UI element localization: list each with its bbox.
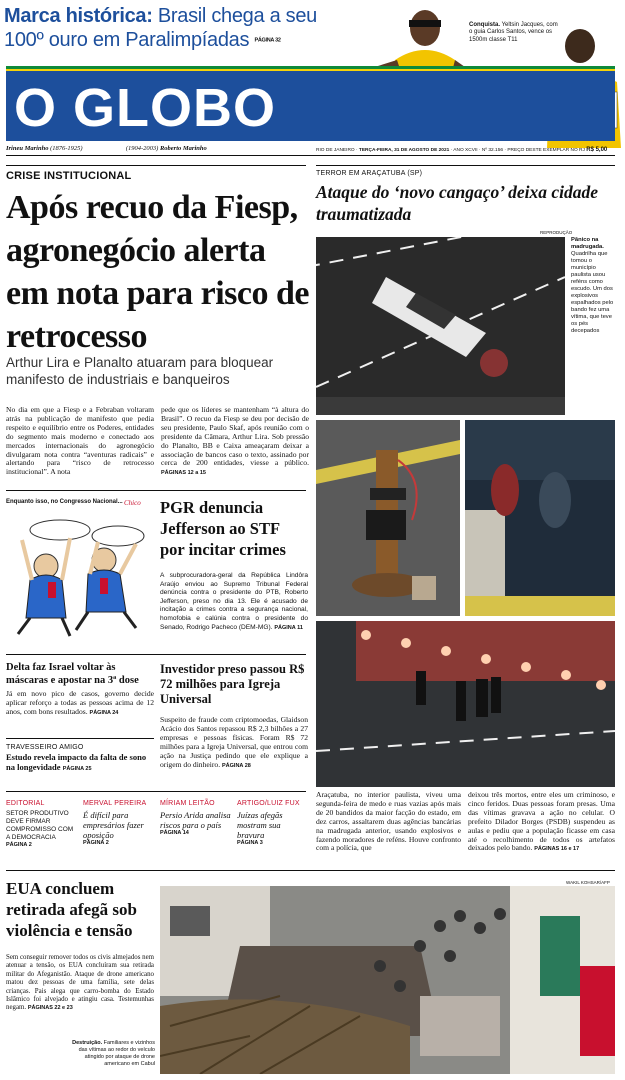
- cartoon-image[interactable]: [8, 508, 150, 640]
- teaser-headline: Brasil chega a seu 100º ouro em Paralimpíadas: [4, 5, 318, 51]
- lead-bottom-rule: [6, 490, 306, 491]
- masthead-logo[interactable]: O GLOBO: [14, 78, 276, 138]
- travesseiro-headline-text: Estudo revela impacto da falta de sono na longevidade: [6, 752, 147, 772]
- opinion-column-fux[interactable]: [237, 800, 309, 846]
- lead-page-ref: PÁGINAS 12 a 15: [161, 470, 206, 477]
- pgr-headline[interactable]: PGR denuncia Jefferson ao STF por incitar crimes: [160, 498, 286, 559]
- afghan-caption-text: Familiares e vizinhos das vítimas ao redor do veículo atingido por ataque de drone americano em Cabul: [78, 1040, 155, 1067]
- terror-top-rule: [316, 165, 615, 166]
- editorial-page-ref: PÁGINA 2: [6, 842, 32, 848]
- teaser-side-text: Yeltsin Jacques, com o guia Carlos Santos, vence os 1500m classe T11: [469, 22, 558, 43]
- delta-headline[interactable]: Delta faz Israel voltar às máscaras e apostar na 3ª dose: [6, 662, 139, 686]
- teaser-side-title: Conquista.: [469, 22, 500, 28]
- teaser-side-caption: [469, 22, 559, 44]
- lead-body-col2: [161, 406, 309, 478]
- pgr-bottom-rule: [6, 654, 306, 655]
- founder-left-years: (1876-1925): [50, 145, 83, 152]
- terror-body-col1: Araçatuba, no interior paulista, viveu uma segunda-feira de medo e ruas vazias após mais de 20 bandidos da maior facção do estado, em dez carros, assaltarem duas agências bancárias na madrugada anterior, usando explosivos e fazendo moradores de reféns. Houve confronto com a polícia, que: [316, 790, 461, 853]
- fux-page-ref: PÁGINA 3: [237, 840, 263, 846]
- fux-kicker: ARTIGO/LUIZ FUX: [237, 800, 300, 807]
- terror-photo-explosive[interactable]: [316, 420, 460, 616]
- investidor-body: [160, 716, 308, 770]
- merval-page-ref: PÁGINA 2: [83, 840, 109, 846]
- opinion-column-merval[interactable]: [83, 800, 155, 846]
- terror-photo-caption: [571, 237, 615, 335]
- teaser-headline-bold: Marca histórica:: [4, 5, 153, 27]
- afghan-body-text: Sem conseguir remover todos os civis almejados nem atenuar a tensão, os EUA concluíram sua retirada militar do Afeganistão. Ataque de drone americano matou dez pessoas de uma família, sete delas crianças. Pais alega que carro-bomba do Estado Islâmico foi alvejado e atingiu casa. Testemunhas negam.: [6, 954, 154, 1012]
- fux-text: Juízas afegãs mostram sua bravura: [237, 810, 283, 840]
- travesseiro-headline[interactable]: [6, 752, 154, 774]
- dateline-number: Nº 32.156: [481, 148, 504, 153]
- terror-photo-credit: REPRODUÇÃO: [540, 230, 573, 235]
- lead-deck: Arthur Lira e Planalto atuaram para bloquear manifesto de industriais e banqueiros: [6, 355, 274, 387]
- travesseiro-kicker: TRAVESSEIRO AMIGO: [6, 744, 84, 751]
- lead-kicker-rule: [6, 165, 306, 166]
- cartoon-signature: Chico: [124, 499, 141, 507]
- terror-page-ref: PÁGINAS 16 e 17: [534, 846, 580, 853]
- miriam-page-ref: PÁGINA 14: [160, 830, 189, 836]
- lead-body-col2-text: pede que os líderes se mantenham “à altura do Brasil”. O recuo da Fiesp se deu por decisão de seu presidente, Paulo Skaf, após reunião com o presidente da Câmara, Arthur Lira. Sob pressão do Planalto, BB e Caixa ameaçaram deixar a associação de bancos caso o texto, assinado por cerca de 200 entidades, viesse a público.: [161, 405, 309, 468]
- editorial-text: SETOR PRODUTIVO DEVE FIRMAR COMPROMISSO COM A DEMOCRACIA: [6, 810, 74, 841]
- afghan-caption-title: Destruição.: [72, 1040, 103, 1046]
- terror-caption-text: Quadrilha que tomou o município paulista usou reféns como escudo. Um dos explosivos espalhados pelo bando fez uma vítima, que teve os pés decepados: [571, 251, 614, 334]
- afghan-photo[interactable]: [160, 886, 615, 1074]
- travesseiro-page-ref: PÁGINA 25: [62, 766, 92, 772]
- founder-right: Roberto Marinho: [159, 145, 207, 152]
- top-teaser[interactable]: [4, 4, 359, 64]
- delta-page-ref: PÁGINA 24: [89, 709, 119, 716]
- afghan-headline[interactable]: EUA concluem retirada afegã sob violência e tensão: [6, 879, 137, 940]
- dateline-date: TERÇA-FEIRA, 31 DE AGOSTO DE 2021: [358, 148, 450, 153]
- miriam-text: Persio Arida analisa riscos para o país: [160, 810, 231, 830]
- columns-bottom-rule: [6, 870, 615, 871]
- terror-body-col2-text: deixou três mortos, entre eles um criminoso, e cinco feridos. Duas pessoas foram presas. Uma das vítimas gravava a ação no celular. O prefeito Dilador Borges (PSDB) suspendeu as aulas e pediu que a população ficasse em casa até o recolhimento de todos os artefatos deixados pelo bando.: [468, 790, 615, 853]
- masthead-founders: [6, 145, 256, 152]
- dateline-year: ANO XCVII: [453, 148, 478, 153]
- investidor-page-ref: PÁGINA 28: [222, 762, 251, 769]
- delta-body-text: Já em novo pico de casos, governo decide aplicar reforço a todas as pessoas acima de 12 anos, com bons resultados.: [6, 689, 154, 716]
- terror-kicker: TERROR EM ARAÇATUBA (SP): [316, 170, 423, 177]
- afghan-body: [6, 954, 154, 1013]
- opinion-column-editorial[interactable]: [6, 800, 78, 848]
- terror-headline[interactable]: Ataque do ‘novo cangaço’ deixa cidade traumatizada: [316, 182, 599, 224]
- delta-rule: [6, 738, 154, 739]
- dateline-city: RIO DE JANEIRO: [316, 148, 355, 153]
- masthead-rule: [6, 155, 615, 156]
- terror-photo-hostages[interactable]: [465, 420, 615, 616]
- cartoon-caption: Enquanto isso, no Congresso Nacional...: [6, 499, 123, 505]
- miriam-kicker: MÍRIAM LEITÃO: [160, 800, 215, 807]
- terror-photo-street[interactable]: [316, 621, 615, 787]
- delta-body: [6, 690, 154, 718]
- merval-text: É difícil para empresários fazer oposição: [83, 810, 144, 840]
- editorial-kicker: EDITORIAL: [6, 800, 45, 807]
- afghan-photo-credit: WAKIL KOHSAR/AFP: [566, 880, 610, 885]
- pgr-body: [160, 572, 308, 632]
- lead-body-col1: No dia em que a Fiesp e a Febraban voltaram atrás na publicação de manifesto que pedia respeito e equilíbrio entre os Poderes, entidades do segmento mais moderno e conectado aos mercados internacionais do agronegócio divulgaram nota contra “aventuras radicais” e alertando para “risco de retrocesso institucional”. A nota: [6, 405, 154, 477]
- investidor-headline[interactable]: Investidor preso passou R$ 72 milhões para Igreja Universal: [160, 662, 305, 706]
- terror-photo-main[interactable]: [316, 237, 565, 415]
- opinion-column-miriam[interactable]: [160, 800, 232, 836]
- columns-top-rule: [6, 791, 306, 792]
- merval-kicker: MERVAL PEREIRA: [83, 800, 147, 807]
- price: R$ 5,00: [586, 147, 608, 153]
- dateline: RIO DE JANEIRO · TERÇA-FEIRA, 31 DE AGOSTO DE 2021 · ANO XCVII · Nº 32.156 · PREÇO DESTE EXEMPLAR NO RJ R$ 5,00: [316, 147, 608, 153]
- pgr-page-ref: PÁGINA 11: [274, 624, 303, 631]
- terror-caption-title: Pânico na madrugada.: [571, 237, 604, 250]
- lead-kicker: CRISE INSTITUCIONAL: [6, 170, 132, 182]
- price-label: PREÇO DESTE EXEMPLAR NO RJ: [507, 148, 585, 153]
- terror-body-col2: [468, 791, 615, 854]
- investidor-body-text: Suspeito de fraude com criptomoedas, Glaidson Acácio dos Santos repassou R$ 2,3 bilhões a 27 empresas e pessoas físicas. Foram R$ 72 milhões para a Igreja Universal, que entrou com ação na Justiça pedindo que ele explique a origem do dinheiro.: [160, 715, 308, 769]
- masthead-yellow-stripe: [6, 69, 615, 71]
- afghan-caption: [70, 1040, 155, 1068]
- afghan-page-ref: PÁGINAS 22 e 23: [27, 1005, 73, 1012]
- founder-left: Irineu Marinho: [6, 145, 49, 152]
- lead-headline[interactable]: Após recuo da Fiesp, agronegócio alerta em nota para risco de retrocesso: [6, 189, 310, 355]
- founder-right-years: (1904-2003): [125, 145, 159, 152]
- teaser-page-ref: PÁGINA 32: [254, 37, 281, 44]
- pgr-body-text: A subprocuradora-geral da República Lindôra Araújo enviou ao Supremo Tribunal Federal denúncia contra o presidente do PTB, Roberto Jefferson, preso no dia 13. Ele é acusado de incitação a crimes contra a segurança nacional, homofobia e calúnia contra o presidente do Senado, Rodrigo Pacheco (DEM-MG).: [160, 572, 308, 631]
